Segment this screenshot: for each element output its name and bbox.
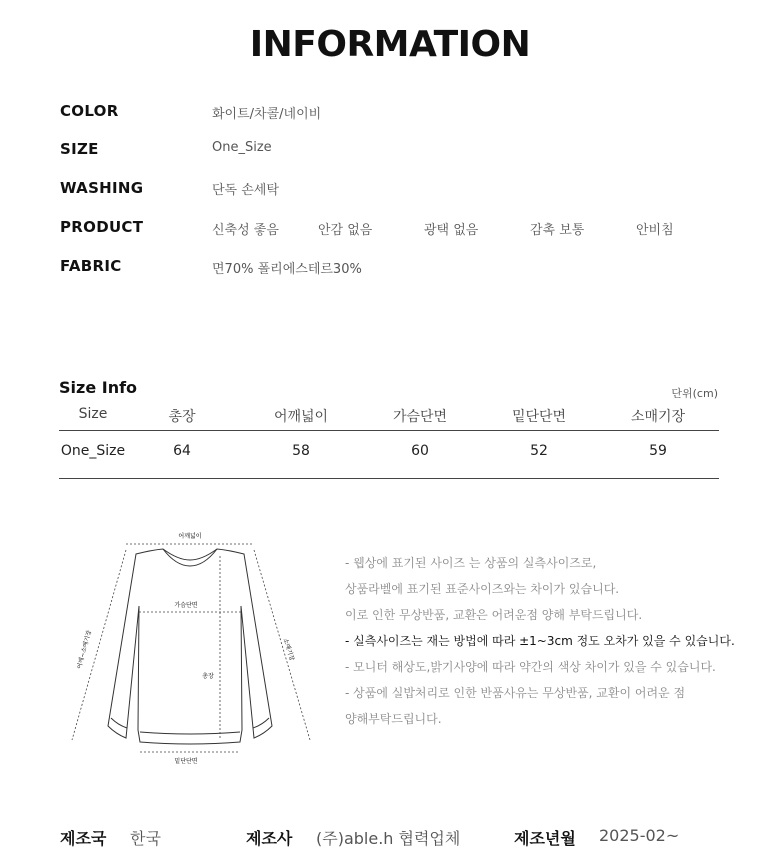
collar-line bbox=[163, 549, 217, 566]
diagram-label-shoulder: 어깨넓이 bbox=[178, 533, 202, 540]
note-line-4: - 실측사이즈는 재는 방법에 따라 ±1~3cm 정도 오차가 있을 수 있습니다. bbox=[345, 634, 735, 648]
info-value-washing: 단독 손세탁 bbox=[212, 183, 279, 198]
note-line-2: 상품라벨에 표기된 표준사이즈와는 차이가 있습니다. bbox=[345, 582, 620, 596]
tshirt-outline bbox=[108, 549, 272, 744]
diagram-label-length: 총장 bbox=[202, 673, 214, 680]
diagram-label-hem: 밑단단면 bbox=[174, 758, 198, 765]
info-label-product: PRODUCT bbox=[60, 218, 144, 236]
info-value-product-5: 안비침 bbox=[636, 223, 674, 238]
info-value-product-2: 안감 없음 bbox=[318, 223, 373, 238]
info-value-size: One_Size bbox=[212, 140, 272, 155]
footer-maker-value: (주)able.h 협력업체 bbox=[316, 829, 461, 848]
info-value-fabric: 면70% 폴리에스테르30% bbox=[212, 262, 362, 277]
note-line-7: 양해부탁드립니다. bbox=[345, 712, 442, 726]
cell-length: 64 bbox=[173, 443, 191, 459]
footer-country-value: 한국 bbox=[130, 829, 161, 848]
right-sleeve-measure-line bbox=[254, 550, 310, 740]
diagram-label-sleeve-right: 소매기장 bbox=[281, 637, 296, 662]
right-cuff-line bbox=[253, 718, 269, 728]
garment-measurement-diagram bbox=[60, 520, 330, 780]
info-value-product-4: 감촉 보통 bbox=[530, 223, 585, 238]
unit-label: 단위(cm) bbox=[671, 387, 718, 400]
hem-band-line bbox=[140, 732, 240, 734]
footer-date-value: 2025-02~ bbox=[599, 826, 680, 845]
cell-sleeve: 59 bbox=[649, 443, 667, 459]
info-label-size: SIZE bbox=[60, 140, 99, 158]
size-info-title: Size Info bbox=[59, 378, 138, 397]
note-line-1: - 웹상에 표기된 사이즈 는 상품의 실측사이즈로, bbox=[345, 556, 597, 570]
footer-date-label: 제조년월 bbox=[514, 829, 576, 848]
note-line-3: 이로 인한 무상반품, 교환은 어려운점 양해 부탁드립니다. bbox=[345, 608, 643, 622]
header-hem: 밑단단면 bbox=[511, 409, 567, 425]
cell-shoulder: 58 bbox=[292, 443, 310, 459]
cell-hem: 52 bbox=[530, 443, 548, 459]
note-line-5: - 모니터 해상도,밝기사양에 따라 약간의 색상 차이가 있을 수 있습니다. bbox=[345, 660, 716, 674]
diagram-label-chest: 가슴단면 bbox=[174, 602, 198, 609]
header-length: 총장 bbox=[168, 409, 196, 425]
info-label-washing: WASHING bbox=[60, 179, 144, 197]
header-size: Size bbox=[78, 406, 108, 422]
info-value-color: 화이트/차콜/네이비 bbox=[212, 107, 322, 122]
footer-country-label: 제조국 bbox=[60, 829, 107, 848]
info-value-product-1: 신축성 좋음 bbox=[212, 223, 279, 238]
left-cuff-line bbox=[111, 718, 127, 728]
left-sleeve-measure-line bbox=[72, 550, 126, 740]
note-line-6: - 상품에 실밥처리로 인한 반품사유는 무상반품, 교환이 어려운 점 bbox=[345, 686, 686, 700]
diagram-label-sleeve-left: 어깨~소매기장 bbox=[76, 629, 94, 670]
header-sleeve: 소매기장 bbox=[630, 409, 686, 425]
footer-maker-label: 제조사 bbox=[246, 829, 293, 848]
info-value-product-3: 광택 없음 bbox=[424, 223, 479, 238]
page-title: INFORMATION bbox=[249, 24, 531, 65]
info-label-fabric: FABRIC bbox=[60, 257, 122, 275]
cell-size: One_Size bbox=[60, 443, 126, 459]
table-header-divider bbox=[59, 430, 719, 431]
info-label-color: COLOR bbox=[60, 102, 119, 120]
header-shoulder: 어깨넓이 bbox=[273, 409, 329, 425]
header-chest: 가슴단면 bbox=[392, 409, 448, 425]
table-bottom-divider bbox=[59, 478, 719, 479]
cell-chest: 60 bbox=[411, 443, 429, 459]
